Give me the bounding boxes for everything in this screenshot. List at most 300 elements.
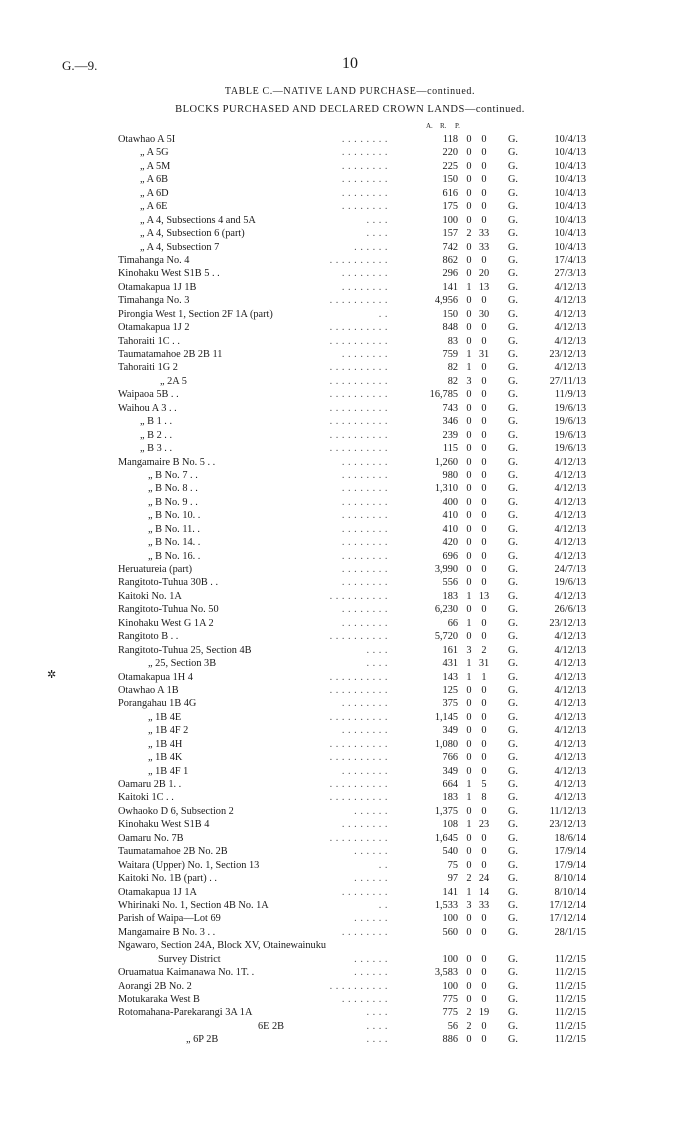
block-name: „ B No. 11. . <box>148 523 200 535</box>
roods-cell: 1 <box>466 349 472 360</box>
block-name: Owhaoko D 6, Subsection 2 <box>118 805 234 817</box>
table-row <box>0 966 700 979</box>
roods-cell: 0 <box>466 846 472 858</box>
acres-cell: 1,310 <box>434 483 458 495</box>
gazette-cell: G. <box>508 214 519 226</box>
gazette-date-cell: 10/4/13 <box>554 174 586 186</box>
block-name: Mangamaire B No. 5 . . <box>118 456 216 468</box>
gazette-cell: G. <box>508 268 519 280</box>
roods-cell: 0 <box>466 241 472 253</box>
table-row <box>0 980 700 993</box>
table-row <box>0 953 700 966</box>
table-row <box>0 227 700 240</box>
table-row <box>0 603 700 616</box>
table-row <box>0 912 700 925</box>
leader-dots: . . . . . . . . . . <box>329 752 388 764</box>
gazette-cell: G. <box>508 349 519 360</box>
gazette-date-cell: 4/12/13 <box>554 295 586 307</box>
leader-dots: . . . . . . . . . . <box>329 429 388 441</box>
roods-cell: 0 <box>466 496 472 508</box>
leader-dots: . . . . <box>366 228 388 240</box>
block-name: Aorangi 2B No. 2 <box>118 980 192 992</box>
acres-cell: 143 <box>442 671 458 683</box>
gazette-date-cell: 10/4/13 <box>554 134 586 145</box>
gazette-date-cell: 23/12/13 <box>549 349 586 360</box>
block-name: Kaitoki No. 1B (part) . . <box>118 873 217 885</box>
roods-cell: 0 <box>466 684 472 696</box>
block-name: Oruamatua Kaimanawa No. 1T. . <box>118 967 255 979</box>
acres-cell: 100 <box>442 980 458 992</box>
acres-cell: 4,956 <box>434 295 458 307</box>
table-row <box>0 308 700 321</box>
perches-cell: 0 <box>481 187 487 199</box>
leader-dots: . . <box>378 859 388 871</box>
leader-dots: . . . . . . . . . . <box>329 402 388 414</box>
perches-cell: 0 <box>481 859 487 871</box>
acres-cell: 115 <box>442 443 458 455</box>
block-name: Ngawaro, Section 24A, Block XV, Otainewainuku <box>118 940 326 952</box>
gazette-date-cell: 17/9/14 <box>554 846 586 858</box>
leader-dots: . . . . . . . . . . <box>329 980 388 992</box>
acres-cell: 1,080 <box>434 738 458 750</box>
gazette-date-cell: 4/12/13 <box>554 684 586 696</box>
perches-cell: 13 <box>478 281 490 293</box>
leader-dots: . . . . . . . . <box>341 698 388 710</box>
block-name: „ 2A 5 <box>160 375 187 387</box>
gazette-date-cell: 4/12/13 <box>554 711 586 723</box>
table-row <box>0 294 700 307</box>
gazette-cell: G. <box>508 295 519 307</box>
table-row <box>0 187 700 200</box>
acres-cell: 540 <box>442 846 458 858</box>
acres-cell: 742 <box>442 241 458 253</box>
leader-dots: . . . . . . . . <box>341 496 388 508</box>
column-header-acres: A. <box>426 122 433 130</box>
gazette-cell: G. <box>508 402 519 414</box>
acres-cell: 560 <box>442 926 458 938</box>
acres-cell: 16,785 <box>429 389 458 401</box>
gazette-cell: G. <box>508 967 519 979</box>
perches-cell: 0 <box>481 913 487 925</box>
gazette-date-cell: 11/2/15 <box>554 994 586 1005</box>
roods-cell: 0 <box>466 1034 472 1046</box>
gazette-date-cell: 4/12/13 <box>554 671 586 683</box>
table-row <box>0 859 700 872</box>
leader-dots: . . . . . . . . . . <box>329 738 388 750</box>
perches-cell: 0 <box>481 1034 487 1046</box>
block-name: Otamakapua 1H 4 <box>118 671 193 683</box>
block-name: Waihou A 3 . . <box>118 402 177 414</box>
block-name: Rotomahana-Parekarangi 3A 1A <box>118 1007 253 1019</box>
perches-cell: 0 <box>481 926 487 938</box>
leader-dots: . . . . . . . . . . <box>329 335 388 347</box>
gazette-date-cell: 19/6/13 <box>554 577 586 589</box>
leader-dots: . . . . . . . . <box>341 147 388 159</box>
roods-cell: 0 <box>466 389 472 401</box>
gazette-cell: G. <box>508 147 519 159</box>
gazette-cell: G. <box>508 671 519 683</box>
roods-cell: 0 <box>466 832 472 844</box>
table-row <box>0 617 700 630</box>
roods-cell: 2 <box>466 228 472 240</box>
block-name: Otawhao A 1B <box>118 684 179 696</box>
perches-cell: 8 <box>481 792 487 804</box>
block-name: „ B 1 . . <box>140 416 173 428</box>
block-name: „ A 4, Subsections 4 and 5A <box>140 214 256 226</box>
perches-cell: 0 <box>481 483 487 495</box>
acres-cell: 239 <box>442 429 458 441</box>
leader-dots: . . . . . . <box>354 913 388 925</box>
roods-cell: 0 <box>466 980 472 992</box>
leader-dots: . . . . . . <box>354 967 388 979</box>
table-row <box>0 536 700 549</box>
acres-cell: 296 <box>442 268 458 280</box>
leader-dots: . . . . . . . . <box>341 523 388 535</box>
gazette-date-cell: 10/4/13 <box>554 201 586 213</box>
table-row <box>0 160 700 173</box>
perches-cell: 0 <box>481 994 487 1005</box>
perches-cell: 0 <box>481 738 487 750</box>
gazette-cell: G. <box>508 201 519 213</box>
gazette-date-cell: 10/4/13 <box>554 228 586 240</box>
table-row <box>0 993 700 1006</box>
page-reference: G.—9. <box>62 58 98 73</box>
roods-cell: 1 <box>466 281 472 293</box>
gazette-cell: G. <box>508 980 519 992</box>
table-row <box>0 697 700 710</box>
gazette-date-cell: 4/12/13 <box>554 335 586 347</box>
leader-dots: . . . . <box>366 644 388 656</box>
block-name: „ B No. 16. . <box>148 550 201 562</box>
gazette-cell: G. <box>508 429 519 441</box>
gazette-date-cell: 4/12/13 <box>554 550 586 562</box>
acres-cell: 420 <box>442 537 458 549</box>
acres-cell: 556 <box>442 577 458 589</box>
perches-cell: 0 <box>481 456 487 468</box>
block-name: Kinohaku West S1B 4 <box>118 819 210 831</box>
gazette-date-cell: 4/12/13 <box>554 469 586 481</box>
roods-cell: 0 <box>466 201 472 213</box>
leader-dots: . . . . . . . . <box>341 994 388 1005</box>
leader-dots: . . . . . . . . . . <box>329 375 388 387</box>
gazette-date-cell: 4/12/13 <box>554 792 586 804</box>
roods-cell: 0 <box>466 711 472 723</box>
gazette-cell: G. <box>508 725 519 737</box>
roods-cell: 0 <box>466 402 472 414</box>
block-name: Kinohaku West S1B 5 . . <box>118 268 220 280</box>
roods-cell: 0 <box>466 308 472 320</box>
roods-cell: 0 <box>466 147 472 159</box>
acres-cell: 743 <box>442 402 458 414</box>
acres-cell: 100 <box>442 913 458 925</box>
acres-cell: 400 <box>442 496 458 508</box>
leader-dots: . . . . <box>366 1034 388 1046</box>
acres-cell: 118 <box>442 134 458 145</box>
roods-cell: 2 <box>466 873 472 885</box>
leader-dots: . . . . . . . . <box>341 577 388 589</box>
table-row <box>0 684 700 697</box>
acres-cell: 696 <box>442 550 458 562</box>
gazette-date-cell: 4/12/13 <box>554 483 586 495</box>
gazette-cell: G. <box>508 792 519 804</box>
block-name: Pirongia West 1, Section 2F 1A (part) <box>118 308 273 320</box>
leader-dots: . . . . . . . . <box>341 456 388 468</box>
block-name: Waitara (Upper) No. 1, Section 13 <box>118 859 260 871</box>
land-purchase-table <box>0 133 700 1047</box>
block-name: „ 6P 2B <box>186 1034 219 1046</box>
roods-cell: 0 <box>466 994 472 1005</box>
perches-cell: 33 <box>478 899 490 911</box>
gazette-date-cell: 17/4/13 <box>554 254 586 266</box>
gazette-cell: G. <box>508 617 519 629</box>
roods-cell: 0 <box>466 174 472 186</box>
table-row <box>0 671 700 684</box>
acres-cell: 3,583 <box>434 967 458 979</box>
table-row <box>0 1033 700 1046</box>
leader-dots: . . . . . . . . . . <box>329 792 388 804</box>
gazette-cell: G. <box>508 886 519 898</box>
leader-dots: . . . . <box>366 658 388 670</box>
leader-dots: . . . . . . . . <box>341 174 388 186</box>
acres-cell: 349 <box>442 725 458 737</box>
roods-cell: 0 <box>466 725 472 737</box>
perches-cell: 0 <box>481 201 487 213</box>
leader-dots: . . . . . . . . . . <box>329 671 388 683</box>
table-row <box>0 899 700 912</box>
perches-cell: 33 <box>478 241 490 253</box>
leader-dots: . . . . . . . . <box>341 469 388 481</box>
gazette-cell: G. <box>508 362 519 374</box>
perches-cell: 0 <box>481 980 487 992</box>
perches-cell: 0 <box>481 523 487 535</box>
leader-dots: . . . . . . . . . . <box>329 684 388 696</box>
perches-cell: 0 <box>481 550 487 562</box>
leader-dots: . . . . . . . . <box>341 349 388 360</box>
table-row <box>0 711 700 724</box>
perches-cell: 0 <box>481 469 487 481</box>
leader-dots: . . . . . . . . . . <box>329 295 388 307</box>
perches-cell: 0 <box>481 711 487 723</box>
roods-cell: 0 <box>466 429 472 441</box>
gazette-cell: G. <box>508 241 519 253</box>
gazette-date-cell: 26/6/13 <box>554 604 586 616</box>
block-name: Mangamaire B No. 3 . . <box>118 926 216 938</box>
perches-cell: 0 <box>481 604 487 616</box>
roods-cell: 0 <box>466 913 472 925</box>
perches-cell: 30 <box>478 308 490 320</box>
roods-cell: 0 <box>466 187 472 199</box>
block-name: Otamakapua 1J 1B <box>118 281 197 293</box>
perches-cell: 31 <box>478 658 490 670</box>
gazette-date-cell: 27/11/13 <box>549 375 586 387</box>
gazette-date-cell: 17/12/14 <box>549 899 586 911</box>
gazette-date-cell: 10/4/13 <box>554 147 586 159</box>
table-subtitle: BLOCKS PURCHASED AND DECLARED CROWN LANDS—continued. <box>175 104 525 115</box>
block-name: Survey District <box>158 953 221 965</box>
roods-cell: 0 <box>466 456 472 468</box>
gazette-cell: G. <box>508 590 519 602</box>
leader-dots: . . . . . . . . <box>341 550 388 562</box>
acres-cell: 1,260 <box>434 456 458 468</box>
block-name: „ 1B 4H <box>148 738 183 750</box>
table-row <box>0 657 700 670</box>
roods-cell: 0 <box>466 805 472 817</box>
gazette-date-cell: 19/6/13 <box>554 416 586 428</box>
gazette-cell: G. <box>508 550 519 562</box>
gazette-date-cell: 4/12/13 <box>554 738 586 750</box>
roods-cell: 0 <box>466 564 472 575</box>
block-name: Taumatamahoe 2B 2B 11 <box>118 349 223 360</box>
perches-cell: 0 <box>481 402 487 414</box>
gazette-cell: G. <box>508 254 519 266</box>
block-name: Kinohaku West G 1A 2 <box>118 617 214 629</box>
perches-cell: 0 <box>481 805 487 817</box>
roods-cell: 2 <box>466 1007 472 1019</box>
block-name: „ B 2 . . <box>140 429 173 441</box>
gazette-date-cell: 4/12/13 <box>554 510 586 522</box>
roods-cell: 1 <box>466 819 472 831</box>
gazette-date-cell: 11/9/13 <box>554 389 586 401</box>
block-name: Kaitoki 1C . . <box>118 792 174 804</box>
block-name: Rangitoto-Tuhua 30B . . <box>118 577 219 589</box>
acres-cell: 141 <box>442 281 458 293</box>
table-row <box>0 778 700 791</box>
gazette-cell: G. <box>508 174 519 186</box>
gazette-cell: G. <box>508 953 519 965</box>
table-row <box>0 146 700 159</box>
gazette-date-cell: 4/12/13 <box>554 456 586 468</box>
table-row <box>0 361 700 374</box>
leader-dots: . . . . . . . . . . <box>329 322 388 334</box>
perches-cell: 24 <box>478 873 490 885</box>
leader-dots: . . . . . . . . <box>341 187 388 199</box>
gazette-date-cell: 4/12/13 <box>554 752 586 764</box>
block-name: „ A 6B <box>140 174 169 186</box>
gazette-cell: G. <box>508 805 519 817</box>
block-name: „ B No. 8 . . <box>148 483 198 495</box>
gazette-date-cell: 11/2/15 <box>554 1034 586 1046</box>
block-name: „ 1B 4F 2 <box>148 725 189 737</box>
gazette-cell: G. <box>508 308 519 320</box>
perches-cell: 0 <box>481 537 487 549</box>
gazette-cell: G. <box>508 134 519 145</box>
roods-cell: 1 <box>466 590 472 602</box>
acres-cell: 225 <box>442 160 458 172</box>
leader-dots: . . . . . . . . . . <box>329 362 388 374</box>
roods-cell: 3 <box>466 375 472 387</box>
gazette-cell: G. <box>508 899 519 911</box>
leader-dots: . . . . . . . . . . <box>329 443 388 455</box>
roods-cell: 0 <box>466 765 472 777</box>
roods-cell: 0 <box>466 510 472 522</box>
roods-cell: 0 <box>466 295 472 307</box>
block-name: 6E 2B <box>258 1020 285 1032</box>
perches-cell: 0 <box>481 295 487 307</box>
roods-cell: 0 <box>466 469 472 481</box>
roods-cell: 0 <box>466 967 472 979</box>
table-row <box>0 630 700 643</box>
leader-dots: . . . . <box>366 1007 388 1019</box>
roods-cell: 0 <box>466 577 472 589</box>
block-name: Waipaoa 5B . . <box>118 389 179 401</box>
leader-dots: . . . . . . . . <box>341 537 388 549</box>
perches-cell: 2 <box>481 644 487 656</box>
gazette-cell: G. <box>508 994 519 1005</box>
leader-dots: . . . . . . . . <box>341 926 388 938</box>
roods-cell: 1 <box>466 886 472 898</box>
leader-dots: . . . . . . <box>354 953 388 965</box>
table-row <box>0 173 700 186</box>
acres-cell: 1,533 <box>434 899 458 911</box>
gazette-date-cell: 24/7/13 <box>554 564 586 575</box>
gazette-cell: G. <box>508 389 519 401</box>
leader-dots: . . . . . . . . <box>341 134 388 145</box>
perches-cell: 0 <box>481 322 487 334</box>
block-name: Otamakapua 1J 2 <box>118 322 190 334</box>
perches-cell: 0 <box>481 335 487 347</box>
perches-cell: 13 <box>478 590 490 602</box>
acres-cell: 108 <box>442 819 458 831</box>
gazette-date-cell: 4/12/13 <box>554 765 586 777</box>
table-row <box>0 872 700 885</box>
acres-cell: 100 <box>442 214 458 226</box>
gazette-date-cell: 11/12/13 <box>549 805 586 817</box>
gazette-cell: G. <box>508 483 519 495</box>
table-row <box>0 845 700 858</box>
gazette-date-cell: 17/12/14 <box>549 913 586 925</box>
leader-dots: . . . . . . . . <box>341 886 388 898</box>
leader-dots: . . . . <box>366 214 388 226</box>
table-row <box>0 576 700 589</box>
table-row <box>0 429 700 442</box>
table-row <box>0 133 700 146</box>
leader-dots: . . . . . . . . <box>341 268 388 280</box>
roods-cell: 0 <box>466 322 472 334</box>
roods-cell: 0 <box>466 416 472 428</box>
gazette-cell: G. <box>508 779 519 790</box>
table-row <box>0 590 700 603</box>
gazette-date-cell: 11/2/15 <box>554 967 586 979</box>
acres-cell: 157 <box>442 228 458 240</box>
gazette-cell: G. <box>508 819 519 831</box>
gazette-date-cell: 19/6/13 <box>554 429 586 441</box>
table-row <box>0 200 700 213</box>
perches-cell: 0 <box>481 577 487 589</box>
block-name: „ 1B 4F 1 <box>148 765 189 777</box>
block-name: Otawhao A 5I <box>118 134 176 145</box>
acres-cell: 82 <box>447 362 458 374</box>
gazette-cell: G. <box>508 711 519 723</box>
table-row <box>0 214 700 227</box>
gazette-cell: G. <box>508 187 519 199</box>
gazette-cell: G. <box>508 738 519 750</box>
gazette-cell: G. <box>508 416 519 428</box>
block-name: Oamaru 2B 1. . <box>118 779 182 790</box>
roods-cell: 1 <box>466 617 472 629</box>
acres-cell: 1,645 <box>434 832 458 844</box>
roods-cell: 0 <box>466 160 472 172</box>
block-name: „ A 5M <box>140 160 171 172</box>
block-name: „ A 4, Subsection 7 <box>140 241 220 253</box>
perches-cell: 19 <box>478 1007 490 1019</box>
block-name: Rangitoto-Tuhua No. 50 <box>118 604 219 616</box>
perches-cell: 0 <box>481 953 487 965</box>
leader-dots: . . . . <box>366 1020 388 1032</box>
table-row <box>0 926 700 939</box>
gazette-date-cell: 11/2/15 <box>554 980 586 992</box>
table-row <box>0 254 700 267</box>
gazette-cell: G. <box>508 281 519 293</box>
